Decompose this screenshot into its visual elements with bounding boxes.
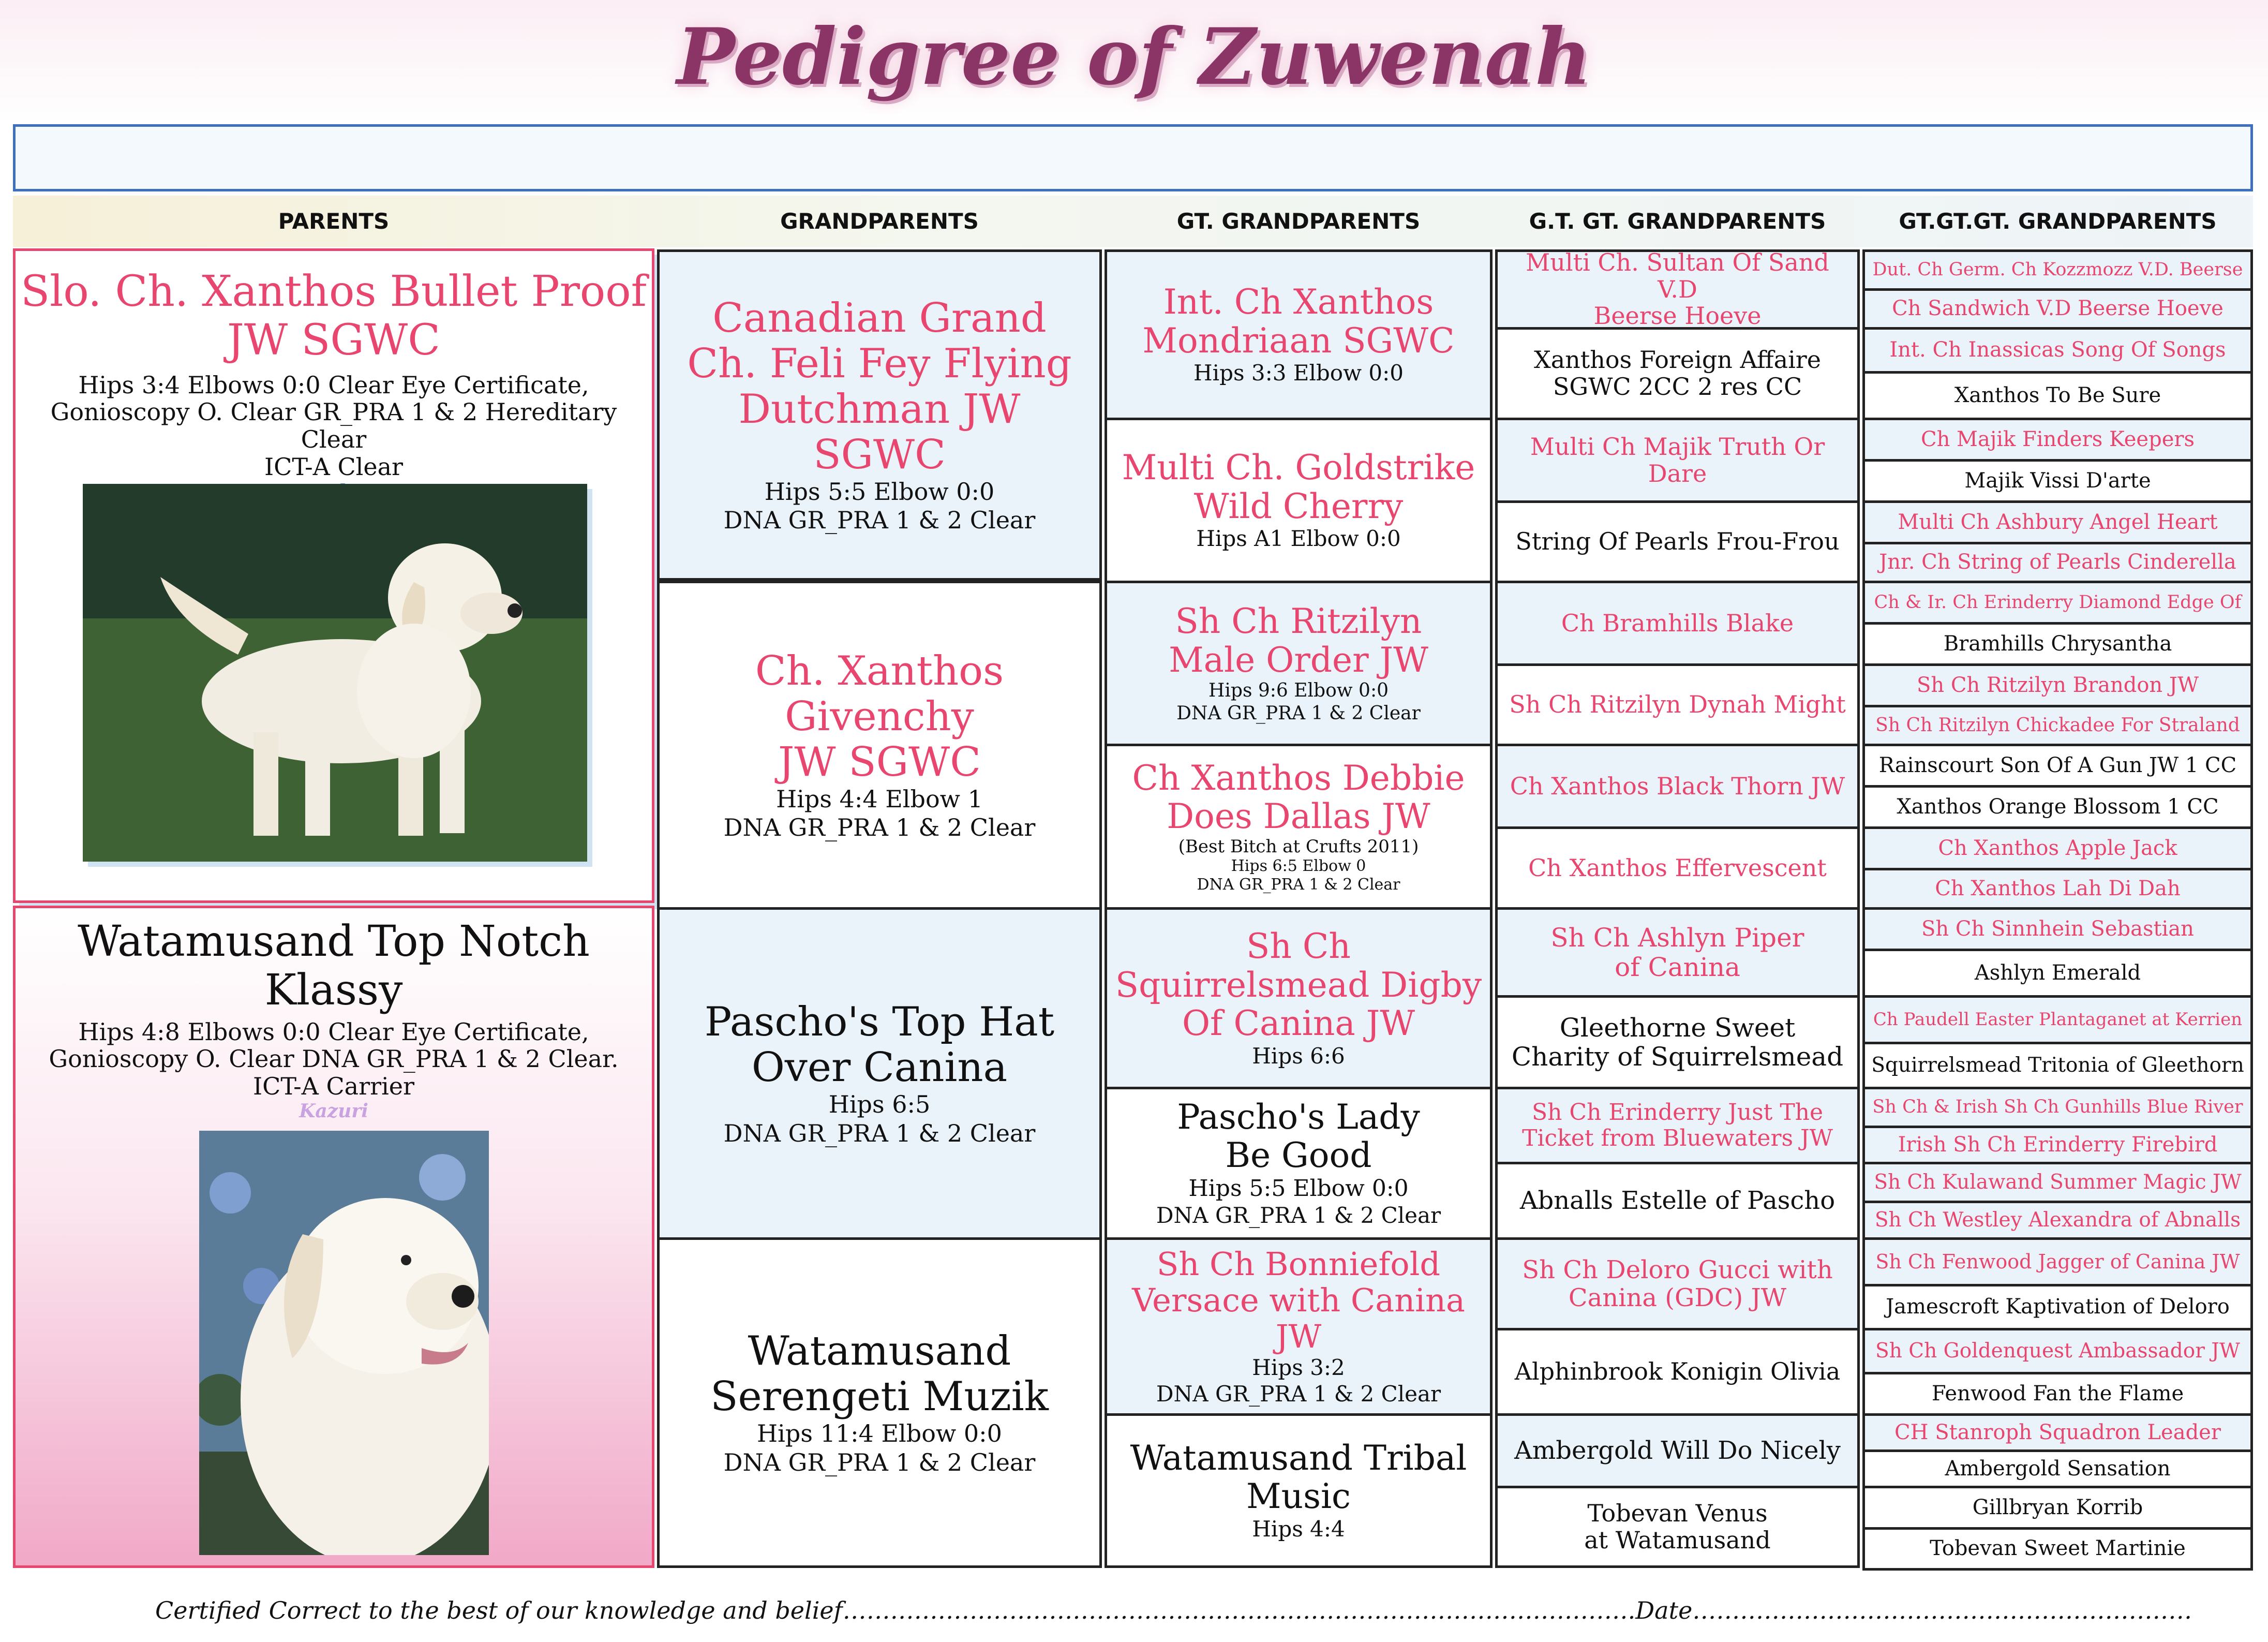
- gtgtgt-grandparent-name-26: Jamescroft Kaptivation of Deloro: [1886, 1295, 2230, 1319]
- gtgt-grandparent-cell-9: [1495, 907, 1860, 998]
- header-gt-grandparents: GT. GRANDPARENTS: [1176, 209, 1421, 234]
- gtgt-grandparent-cell-15: [1495, 1413, 1860, 1488]
- gtgtgt-grandparent-cell-31: [1862, 1486, 2253, 1530]
- gt-grandparent-cell-4: [1105, 744, 1493, 910]
- grandparent-name-4a: Watamusand: [748, 1328, 1011, 1375]
- grandparent-cell-4: [657, 1237, 1102, 1568]
- gtgtgt-grandparent-name-22: Irish Sh Ch Erinderry Firebird: [1898, 1132, 2218, 1157]
- gtgtgt-grandparent-cell-19: [1862, 995, 2253, 1044]
- gt-grandparent-info-4c: DNA GR_PRA 1 & 2 Clear: [1197, 876, 1400, 894]
- dam-name: Watamusand Top Notch: [78, 917, 590, 966]
- dam-name-line2: Klassy: [264, 966, 403, 1015]
- golden-retriever-head-photo: [199, 1131, 489, 1555]
- gt-grandparent-info-5a: Hips 6:6: [1252, 1043, 1345, 1069]
- gtgtgt-grandparent-cell-15: [1862, 826, 2253, 870]
- gtgtgt-grandparent-name-25: Sh Ch Fenwood Jagger of Canina JW: [1875, 1250, 2240, 1274]
- gt-grandparent-info-8a: Hips 4:4: [1252, 1516, 1345, 1542]
- gtgt-name-15a: Ambergold Will Do Nicely: [1514, 1436, 1841, 1466]
- header-gtgt-grandparents: G.T. GT. GRANDPARENTS: [1529, 209, 1826, 234]
- page-title: Pedigree of Zuwenah: [676, 11, 1592, 102]
- gtgtgt-grandparent-name-4: Xanthos To Be Sure: [1954, 383, 2161, 407]
- gt-grandparent-info-6b: DNA GR_PRA 1 & 2 Clear: [1156, 1202, 1441, 1228]
- gtgt-grandparent-cell-4: [1495, 500, 1860, 583]
- gtgtgt-grandparent-cell-4: [1862, 371, 2253, 420]
- gtgtgt-grandparent-name-30: Ambergold Sensation: [1945, 1456, 2171, 1481]
- grandparent-info-1b: DNA GR_PRA 1 & 2 Clear: [723, 506, 1036, 535]
- gtgt-name-11b: Ticket from Bluewaters JW: [1522, 1125, 1833, 1151]
- parent-sire-card: [13, 248, 654, 903]
- grandparent-info-2b: DNA GR_PRA 1 & 2 Clear: [723, 813, 1036, 842]
- gtgtgt-grandparent-name-8: Jnr. Ch String of Pearls Cinderella: [1879, 550, 2236, 574]
- gtgtgt-grandparent-name-21: Sh Ch & Irish Sh Ch Gunhills Blue River: [1872, 1097, 2243, 1118]
- grandparent-name-3a: Pascho's Top Hat: [704, 999, 1055, 1046]
- gt-grandparent-name-5b: Squirrelsmead Digby: [1115, 965, 1482, 1005]
- sire-name: [16, 268, 652, 316]
- gtgtgt-grandparent-cell-2: [1862, 288, 2253, 330]
- gtgtgt-grandparent-name-3: Int. Ch Inassicas Song Of Songs: [1889, 338, 2226, 362]
- gtgtgt-grandparent-cell-1: [1862, 249, 2253, 291]
- gtgt-grandparent-cell-11: [1495, 1087, 1860, 1164]
- gtgtgt-grandparent-cell-20: [1862, 1042, 2253, 1089]
- gtgt-name-10b: Charity of Squirrelsmead: [1511, 1042, 1844, 1072]
- gt-grandparent-cell-2: [1105, 418, 1493, 583]
- gtgtgt-grandparent-name-13: Rainscourt Son Of A Gun JW 1 CC: [1878, 753, 2237, 777]
- gtgtgt-grandparent-name-17: Sh Ch Sinnhein Sebastian: [1921, 916, 2194, 941]
- gt-grandparent-name-5a: Sh Ch: [1246, 926, 1351, 966]
- gt-grandparent-cell-5: [1105, 907, 1493, 1089]
- gt-grandparent-info-4a: (Best Bitch at Crufts 2011): [1178, 836, 1419, 857]
- gtgt-name-1b: Beerse Hoeve: [1593, 302, 1762, 330]
- gtgtgt-grandparent-cell-27: [1862, 1328, 2253, 1374]
- gtgtgt-grandparent-cell-24: [1862, 1201, 2253, 1240]
- grandparent-cell-1: [657, 249, 1102, 581]
- gtgt-grandparent-cell-7: [1495, 744, 1860, 829]
- grandparent-info-3b: DNA GR_PRA 1 & 2 Clear: [723, 1119, 1036, 1147]
- gtgtgt-grandparent-name-7: Multi Ch Ashbury Angel Heart: [1898, 510, 2218, 534]
- gtgtgt-grandparent-name-6: Majik Vissi D'arte: [1964, 468, 2151, 493]
- gt-grandparent-info-1a: Hips 3:3 Elbow 0:0: [1193, 360, 1404, 386]
- gtgtgt-grandparent-cell-23: [1862, 1162, 2253, 1203]
- gt-grandparent-name-8a: Watamusand Tribal: [1130, 1438, 1467, 1478]
- gt-grandparent-cell-1: [1105, 249, 1493, 420]
- sire-name-titles: JW SGWC: [227, 316, 440, 365]
- dam-nickname: Kazuri: [299, 1100, 368, 1122]
- certification-line: Certified Correct to the best of our knowledge and belief……………………………………………………………………………………….Date………………………………………………………: [155, 1596, 2192, 1624]
- gt-grandparent-name-6b: Be Good: [1225, 1135, 1372, 1176]
- gtgtgt-grandparent-cell-10: [1862, 622, 2253, 666]
- gtgtgt-grandparent-name-28: Fenwood Fan the Flame: [1931, 1381, 2184, 1406]
- grandparent-name-1c: Dutchman JW SGWC: [738, 386, 1021, 478]
- gtgtgt-grandparent-name-32: Tobevan Sweet Martinie: [1930, 1536, 2186, 1561]
- dam-info-line1: Hips 4:8 Elbows 0:0 Clear Eye Certificate,: [78, 1017, 589, 1046]
- sire-name-line1: Slo. Ch. Xanthos Bullet Proof: [20, 267, 647, 316]
- sire-info-line1: Hips 3:4 Elbows 0:0 Clear Eye Certificate,: [78, 371, 589, 399]
- gtgt-grandparent-cell-1: [1495, 249, 1860, 330]
- gtgtgt-grandparent-name-5: Ch Majik Finders Keepers: [1920, 427, 2195, 451]
- sire-info-line2: Gonioscopy O. Clear GR_PRA 1 & 2 Hereditary Clear: [50, 398, 617, 454]
- gt-grandparent-info-3a: Hips 9:6 Elbow 0:0: [1208, 680, 1389, 702]
- gt-grandparent-cell-3: [1105, 581, 1493, 746]
- parent-dam-card: [13, 906, 654, 1568]
- grandparent-name-1b: Ch. Feli Fey Flying: [687, 340, 1072, 387]
- grandparent-cell-2: [657, 581, 1102, 910]
- gt-grandparent-info-2a: Hips A1 Elbow 0:0: [1196, 526, 1401, 552]
- gtgt-name-3a: Multi Ch Majik Truth Or Dare: [1530, 432, 1825, 487]
- gtgtgt-grandparent-name-29: CH Stanroph Squadron Leader: [1894, 1420, 2221, 1444]
- gtgtgt-grandparent-cell-7: [1862, 500, 2253, 544]
- gtgtgt-grandparent-name-20: Squirrelsmead Tritonia of Gleethorn: [1871, 1053, 2244, 1077]
- gt-grandparent-name-7b: Versace with Canina JW: [1132, 1281, 1465, 1356]
- gtgtgt-grandparent-cell-8: [1862, 542, 2253, 583]
- grandparent-info-3a: Hips 6:5: [828, 1090, 931, 1119]
- gtgt-name-5a: Ch Bramhills Blake: [1561, 609, 1794, 637]
- gt-grandparent-name-5c: Of Canina JW: [1182, 1003, 1415, 1044]
- gtgtgt-grandparent-name-12: Sh Ch Ritzilyn Chickadee For Straland: [1875, 714, 2240, 736]
- gtgtgt-grandparent-cell-11: [1862, 663, 2253, 707]
- name-field-box: [13, 124, 2253, 191]
- gtgt-name-11a: Sh Ch Erinderry Just The: [1531, 1099, 1824, 1126]
- gtgt-name-6a: Sh Ch Ritzilyn Dynah Might: [1509, 690, 1846, 719]
- gtgtgt-grandparent-cell-13: [1862, 744, 2253, 788]
- gtgt-name-9b: of Canina: [1615, 952, 1740, 982]
- gtgt-name-4a: String Of Pearls Frou-Frou: [1515, 527, 1840, 556]
- grandparent-info-1a: Hips 5:5 Elbow 0:0: [764, 478, 995, 506]
- header-parents: PARENTS: [278, 209, 390, 234]
- gtgt-name-1a: Multi Ch. Sultan Of Sand V.D: [1526, 249, 1829, 303]
- gtgtgt-grandparent-name-9: Ch & Ir. Ch Erinderry Diamond Edge Of: [1874, 591, 2242, 613]
- gtgtgt-grandparent-name-1: Dut. Ch Germ. Ch Kozzmozz V.D. Beerse: [1872, 259, 2243, 280]
- grandparent-name-4b: Serengeti Muzik: [710, 1373, 1049, 1421]
- gtgt-name-14a: Alphinbrook Konigin Olivia: [1514, 1357, 1841, 1386]
- gtgtgt-grandparent-cell-14: [1862, 785, 2253, 829]
- gt-grandparent-name-1a: Int. Ch Xanthos: [1163, 282, 1434, 322]
- gt-grandparent-name-8b: Music: [1246, 1476, 1351, 1517]
- gtgt-name-12a: Abnalls Estelle of Pascho: [1519, 1186, 1836, 1216]
- gtgtgt-grandparent-name-11: Sh Ch Ritzilyn Brandon JW: [1916, 673, 2199, 697]
- gt-grandparent-name-1b: Mondriaan SGWC: [1142, 320, 1455, 361]
- gtgtgt-grandparent-cell-3: [1862, 327, 2253, 374]
- gt-grandparent-info-7a: Hips 3:2: [1252, 1355, 1345, 1381]
- gt-grandparent-name-2b: Wild Cherry: [1193, 486, 1404, 526]
- gt-grandparent-cell-8: [1105, 1413, 1493, 1568]
- gtgt-grandparent-cell-12: [1495, 1162, 1860, 1240]
- gtgtgt-grandparent-name-10: Bramhills Chrysantha: [1943, 631, 2172, 656]
- gtgtgt-grandparent-name-15: Ch Xanthos Apple Jack: [1938, 836, 2177, 860]
- gt-grandparent-cell-6: [1105, 1087, 1493, 1240]
- gtgtgt-grandparent-cell-32: [1862, 1527, 2253, 1571]
- gtgtgt-grandparent-name-24: Sh Ch Westley Alexandra of Abnalls: [1874, 1208, 2241, 1232]
- grandparent-info-4a: Hips 11:4 Elbow 0:0: [757, 1419, 1002, 1448]
- gt-grandparent-info-4b: Hips 6:5 Elbow 0: [1231, 857, 1366, 876]
- gtgt-name-9a: Sh Ch Ashlyn Piper: [1550, 923, 1804, 953]
- gt-grandparent-info-7b: DNA GR_PRA 1 & 2 Clear: [1156, 1381, 1441, 1407]
- gtgtgt-grandparent-cell-6: [1862, 459, 2253, 503]
- gtgt-grandparent-cell-6: [1495, 663, 1860, 746]
- dam-photo: [199, 1131, 489, 1555]
- gtgtgt-grandparent-cell-18: [1862, 949, 2253, 998]
- gt-grandparent-name-3b: Male Order JW: [1169, 640, 1428, 680]
- header-grandparents: GRANDPARENTS: [780, 209, 979, 234]
- gtgtgt-grandparent-cell-12: [1862, 705, 2253, 746]
- gt-grandparent-name-2a: Multi Ch. Goldstrike: [1122, 448, 1475, 488]
- gtgt-grandparent-cell-10: [1495, 995, 1860, 1089]
- gtgt-grandparent-cell-14: [1495, 1328, 1860, 1416]
- gtgtgt-grandparent-cell-21: [1862, 1087, 2253, 1128]
- gtgtgt-grandparent-cell-5: [1862, 418, 2253, 462]
- gtgt-grandparent-cell-16: [1495, 1486, 1860, 1568]
- gtgtgt-grandparent-name-31: Gillbryan Korrib: [1972, 1495, 2143, 1519]
- gtgt-name-7a: Ch Xanthos Black Thorn JW: [1510, 772, 1845, 800]
- gtgtgt-grandparent-cell-26: [1862, 1284, 2253, 1330]
- header-gtgtgt-grandparents: GT.GT.GT. GRANDPARENTS: [1899, 209, 2217, 234]
- grandparent-name-1a: Canadian Grand: [712, 294, 1047, 342]
- gt-grandparent-name-3a: Sh Ch Ritzilyn: [1175, 601, 1422, 642]
- gtgt-name-2a: Xanthos Foreign Affaire: [1534, 346, 1821, 374]
- grandparent-name-2a: Ch. Xanthos Givenchy: [755, 647, 1004, 740]
- gtgtgt-grandparent-name-16: Ch Xanthos Lah Di Dah: [1935, 876, 2181, 900]
- gtgt-name-16a: Tobevan Venus: [1587, 1499, 1768, 1527]
- gtgt-grandparent-cell-13: [1495, 1237, 1860, 1330]
- gt-grandparent-info-3b: DNA GR_PRA 1 & 2 Clear: [1176, 702, 1421, 724]
- gtgt-grandparent-cell-5: [1495, 581, 1860, 666]
- gtgtgt-grandparent-name-23: Sh Ch Kulawand Summer Magic JW: [1874, 1170, 2242, 1194]
- sire-info-line3: ICT-A Clear: [264, 453, 404, 481]
- dam-info-line2: Gonioscopy O. Clear DNA GR_PRA 1 & 2 Clear.: [49, 1045, 619, 1073]
- gtgtgt-grandparent-cell-29: [1862, 1413, 2253, 1452]
- gt-grandparent-name-7a: Sh Ch Bonniefold: [1156, 1245, 1441, 1283]
- golden-retriever-standing-photo: [83, 484, 587, 862]
- gtgt-name-16b: at Watamusand: [1584, 1526, 1771, 1554]
- gtgtgt-grandparent-name-18: Ashlyn Emerald: [1974, 960, 2141, 985]
- grandparent-info-4b: DNA GR_PRA 1 & 2 Clear: [723, 1448, 1036, 1476]
- gtgtgt-grandparent-name-2: Ch Sandwich V.D Beerse Hoeve: [1892, 297, 2224, 321]
- gtgtgt-grandparent-cell-22: [1862, 1126, 2253, 1164]
- grandparent-cell-3: [657, 907, 1102, 1240]
- grandparent-name-2b: JW SGWC: [778, 738, 981, 786]
- gtgt-name-13a: Sh Ch Deloro Gucci with: [1522, 1255, 1833, 1284]
- grandparent-info-2a: Hips 4:4 Elbow 1: [776, 785, 983, 813]
- gtgt-grandparent-cell-2: [1495, 327, 1860, 420]
- gtgt-grandparent-cell-3: [1495, 418, 1860, 503]
- gtgtgt-grandparent-cell-16: [1862, 868, 2253, 910]
- gt-grandparent-name-6a: Pascho's Lady: [1177, 1097, 1420, 1137]
- gt-grandparent-cell-7: [1105, 1237, 1493, 1416]
- gtgt-name-10a: Gleethorne Sweet: [1559, 1012, 1796, 1043]
- gtgtgt-grandparent-cell-9: [1862, 581, 2253, 625]
- dam-info-line3: ICT-A Carrier: [252, 1072, 415, 1101]
- grandparent-name-3b: Over Canina: [751, 1044, 1008, 1091]
- gtgtgt-grandparent-cell-30: [1862, 1449, 2253, 1488]
- sire-photo: [83, 484, 587, 862]
- gtgtgt-grandparent-name-19: Ch Paudell Easter Plantaganet at Kerrien: [1873, 1009, 2243, 1030]
- gtgtgt-grandparent-name-27: Sh Ch Goldenquest Ambassador JW: [1875, 1339, 2240, 1363]
- gtgt-name-8a: Ch Xanthos Effervescent: [1528, 853, 1827, 882]
- gtgtgt-grandparent-cell-17: [1862, 907, 2253, 951]
- gtgt-grandparent-cell-8: [1495, 826, 1860, 910]
- gtgt-name-13b: Canina (GDC) JW: [1568, 1283, 1787, 1312]
- gt-grandparent-name-4b: Does Dallas JW: [1167, 796, 1430, 837]
- gt-grandparent-name-4a: Ch Xanthos Debbie: [1132, 758, 1465, 798]
- gtgtgt-grandparent-cell-28: [1862, 1372, 2253, 1416]
- gtgt-name-2b: SGWC 2CC 2 res CC: [1553, 373, 1802, 401]
- gtgtgt-grandparent-name-14: Xanthos Orange Blossom 1 CC: [1897, 794, 2219, 819]
- gtgtgt-grandparent-cell-25: [1862, 1237, 2253, 1286]
- gt-grandparent-info-6a: Hips 5:5 Elbow 0:0: [1188, 1175, 1409, 1202]
